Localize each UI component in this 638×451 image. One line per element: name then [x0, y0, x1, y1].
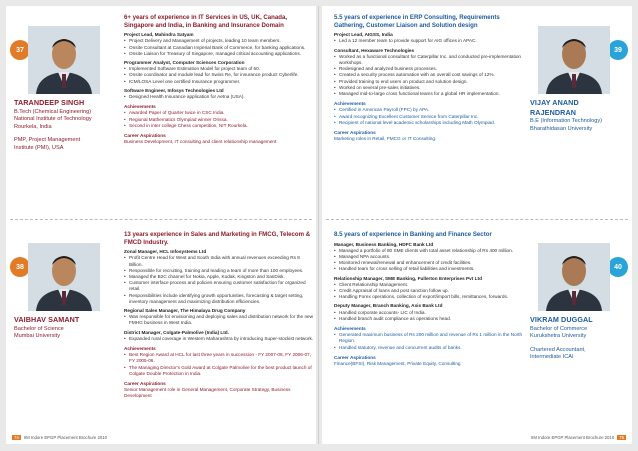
- education-line: B.E (Information Technology): [530, 118, 603, 125]
- profile-photo: [538, 26, 610, 94]
- profile-summary: [14, 98, 110, 152]
- achievements-title: Achievements: [334, 101, 366, 107]
- profile-photo: [538, 243, 610, 311]
- experience-details: [334, 231, 524, 367]
- role-bullet: • ICM/LOSA Level one certified Insurance programmer.: [124, 79, 314, 85]
- aspirations-title: Career Aspirations: [334, 354, 376, 360]
- aspirations-title: Career Aspirations: [124, 381, 166, 387]
- brochure-page-left: [6, 6, 316, 444]
- achievement-item: • Second in inter college Chess competition, NIT Rourkela.: [124, 123, 314, 129]
- aspirations-title: Career Aspirations: [124, 133, 166, 139]
- education-line: Kurukshetra University: [530, 333, 587, 340]
- achievement-item: • Best Region Award at HCL for last three years in succession - FY 2007-08, FY 2006-07, FY 2005-06.: [124, 352, 314, 364]
- role-bullet: • Was responsible for envisioning and deploying sales and distribution network for the new FMHG business in West India.: [124, 314, 314, 326]
- profile-card-vijay-anand-rajendran: [322, 6, 632, 216]
- role-title: Software Engineer, Infosys Technologies Ltd: [124, 87, 224, 93]
- role-bullet: • Provided training to end users on product and solution design.: [334, 79, 524, 85]
- role-bullet: • Project Delivery and Management of projects, leading 10 team members.: [124, 38, 314, 44]
- candidate-name: VIKRAM DUGGAL: [530, 315, 593, 324]
- role-bullet: • Worked on several pre-sales initiatives.: [334, 85, 524, 91]
- profile-summary: [14, 315, 110, 341]
- achievements-title: Achievements: [124, 104, 156, 110]
- brochure-page-right: [322, 6, 632, 444]
- role-bullet: • Client Relationship Management.: [334, 282, 524, 288]
- page-badge-number: 40: [608, 257, 628, 277]
- role-bullet: • Designed Health Insurance application for Aetna (USA).: [124, 94, 314, 100]
- page-spine: [318, 6, 319, 444]
- aspirations-text: Senior Management role in General Management, Corporate Strategy, Business Development: [124, 387, 291, 399]
- role-bullet: • Redesigned and analyzed business processes.: [334, 66, 524, 72]
- aspirations-title: Career Aspirations: [334, 130, 376, 136]
- role-bullet: • Responsible for recruiting, training and leading a team of more than 100 employees.: [124, 268, 314, 274]
- role-title: Project Lead, AIGSS, India: [334, 32, 393, 38]
- achievements-title: Achievements: [124, 346, 156, 352]
- experience-heading: 6+ years of experience in IT Services in US, UK, Canada, Singapore and India, in Banking and Insurance Domain: [124, 14, 288, 29]
- role-title: Manager, Business Banking, HDFC Bank Ltd: [334, 241, 434, 247]
- candidate-name: VIJAY ANAND RAJENDRAN: [530, 98, 579, 117]
- role-title: District Manager, Colgate-Palmolive (India) Ltd.: [124, 329, 229, 335]
- achievement-item: • Award recognizing Excellent Customer Service from Caterpillar Inc.: [334, 114, 524, 120]
- role-title: Relationship Manager, SME Banking, Fullerton Enterprises Pvt Ltd: [334, 275, 482, 281]
- role-bullet: • Credit Appraisal of loans and post sanction follow up.: [334, 288, 524, 294]
- aspirations-text: Marketing roles in Retail, FMCG or IT Consulting.: [334, 136, 437, 142]
- role-title: Consultant, Hexaware Technologies: [334, 47, 415, 53]
- role-bullet: • Handled team for cross selling of retail liabilities and investments.: [334, 266, 524, 272]
- role-bullet: • Responsibilities include identifying growth opportunities, forecasting & target setting, inventory management and maximizing distribution efficiencies.: [124, 293, 314, 305]
- education-line: National Institute of Technology: [14, 116, 92, 123]
- profile-card-tarandeep-singh: [6, 6, 316, 216]
- role-bullet: • Expanded rural coverage in Western Maharashtra by introducing Super-stockist network.: [124, 336, 314, 342]
- page-badge-number: 38: [10, 257, 30, 277]
- role-bullet: • Monitored renewal/renewal and enhancement of credit facilities.: [334, 260, 524, 266]
- education-line: B.Tech (Chemical Engineering): [14, 108, 92, 115]
- aspirations-text: Finance(BFSI), Risk Management, Private Equity, Consulting: [334, 361, 461, 367]
- role-bullet: • Handled branch audit compliance as operations head.: [334, 316, 524, 322]
- role-title: Regional Sales Manager, The Himalaya Drug Company: [124, 308, 246, 314]
- certification-line: Institute (PMI), USA: [14, 144, 64, 151]
- role-bullet: • Worked as a functional consultant for Caterpillar Inc. and conducted pre-implementation workshops.: [334, 54, 524, 66]
- experience-heading: 13 years experience in Sales and Marketing in FMCG, Telecom & FMCD Industry.: [124, 231, 311, 246]
- achievement-item: • The Managing Director's Gold Award at Colgate Palmolive for the best product launch of Colgate Double Protection in India.: [124, 365, 314, 377]
- certification-line: Intermediate ICAI: [530, 354, 574, 361]
- role-title: Project Lead, Mahindra Satyam: [124, 32, 194, 38]
- role-bullet: • Managed the B2C channel for Nokia, Apple, Kodak, Kingston and SanDisk.: [124, 274, 314, 280]
- role-title: Deputy Manager, Branch Banking, Axis Bank Ltd: [334, 303, 443, 309]
- experience-heading: 5.5 years of experience in ERP Consulting, Requirements Gathering, Customer Liaison and Solution design: [334, 14, 500, 29]
- footer-left: [12, 435, 107, 440]
- achievement-item: • Certified in American Payroll (FPC) by APA.: [334, 107, 524, 113]
- candidate-name: TARANDEEP SINGH: [14, 98, 85, 107]
- experience-heading: 8.5 years of experience in Banking and Finance Sector: [334, 231, 492, 238]
- page-badge-number: 39: [608, 40, 628, 60]
- role-bullet: • Led a 12 member team to provide support for AIG offices in APAC.: [334, 38, 524, 44]
- role-bullet: • Implemented Software Estimation Model for project team of 60.: [124, 66, 314, 72]
- achievement-item: • Recipient of national level academic scholarships including Math Olympiad.: [334, 120, 524, 126]
- experience-details: [124, 14, 314, 145]
- profile-card-vikram-duggal: [322, 223, 632, 433]
- education-line: Bachelor of Commerce: [530, 325, 588, 332]
- role-bullet: • Customer interface process and policies ensuring customer satisfaction for organized retail.: [124, 280, 314, 292]
- profile-photo: [28, 26, 100, 94]
- role-title: Programmer Analyst, Computer Sciences Corporation: [124, 60, 245, 66]
- page-number-left: 74: [14, 435, 19, 440]
- role-bullet: • Onsite Liaison for Treasury of Singapore, managed critical accounting applications.: [124, 51, 314, 57]
- page-badge-number: 37: [10, 40, 30, 60]
- role-bullet: • Onsite Consultant at Canadian Imperial Bank of Commerce, for banking applications.: [124, 45, 314, 51]
- education-line: Rourkela, India: [14, 123, 52, 130]
- role-bullet: • Managed a portfolio of 80 SME clients with total asset relationship of Rs 400 million.: [334, 248, 524, 254]
- profile-card-vaibhav-samant: [6, 223, 316, 433]
- role-bullet: • Managed mid-to-large cross functional teams for a global HR implementation.: [334, 91, 524, 97]
- education-line: Bachelor of Science: [14, 325, 64, 332]
- page-number-right: 75: [619, 435, 624, 440]
- experience-details: [124, 231, 314, 400]
- role-bullet: • Managed NPA accounts.: [334, 254, 524, 260]
- footer-text-left: IIM Indore EPGP Placement Brochure 2010: [23, 435, 108, 440]
- certification-line: PMP, Project Management: [14, 137, 81, 144]
- profile-summary: [530, 98, 626, 134]
- role-bullet: • Handled corporate accounts- LIC of India.: [334, 310, 524, 316]
- experience-details: [334, 14, 524, 142]
- role-bullet: • Profit Centre Head for West and South India with annual revenues exceeding Rs 8 Billion.: [124, 255, 314, 267]
- profile-summary: [530, 315, 626, 362]
- aspirations-text: Business Development, IT consulting and client relationship management: [124, 139, 277, 145]
- card-separator: [10, 219, 312, 220]
- certification-line: Chartered Accountant,: [530, 346, 586, 353]
- achievement-item: • Awarded Paper of Quarter twice in CSC India.: [124, 110, 314, 116]
- achievements-title: Achievements: [334, 326, 366, 332]
- candidate-name: VAIBHAV SAMANT: [14, 315, 80, 324]
- role-bullet: • Onsite coordinator and module lead for Swiss Re, for insurance product Cyberlife.: [124, 72, 314, 78]
- education-line: Bharathidasan University: [530, 125, 593, 132]
- footer-right: [531, 435, 626, 440]
- role-bullet: • Handling Forex operations, collection of export/import bills, remittances, forwards.: [334, 294, 524, 300]
- card-separator: [326, 219, 628, 220]
- role-bullet: • Created a security process automation with an overall cost savings of 12%.: [334, 72, 524, 78]
- footer-text-right: IIM Indore EPGP Placement Brochure 2010: [530, 435, 615, 440]
- achievement-item: • Handled statutory, revenue and concurrent audits of banks.: [334, 345, 524, 351]
- profile-photo: [28, 243, 100, 311]
- achievement-item: • Regional Mathematics Olympiad winner Orissa.: [124, 117, 314, 123]
- education-line: Mumbai University: [14, 333, 61, 340]
- achievement-item: • Generated maximum business of Rs 200 million and revenue of Rs 1 million in the North Region.: [334, 332, 524, 344]
- role-title: Zonal Manager, HCL Infosystems Ltd: [124, 249, 207, 255]
